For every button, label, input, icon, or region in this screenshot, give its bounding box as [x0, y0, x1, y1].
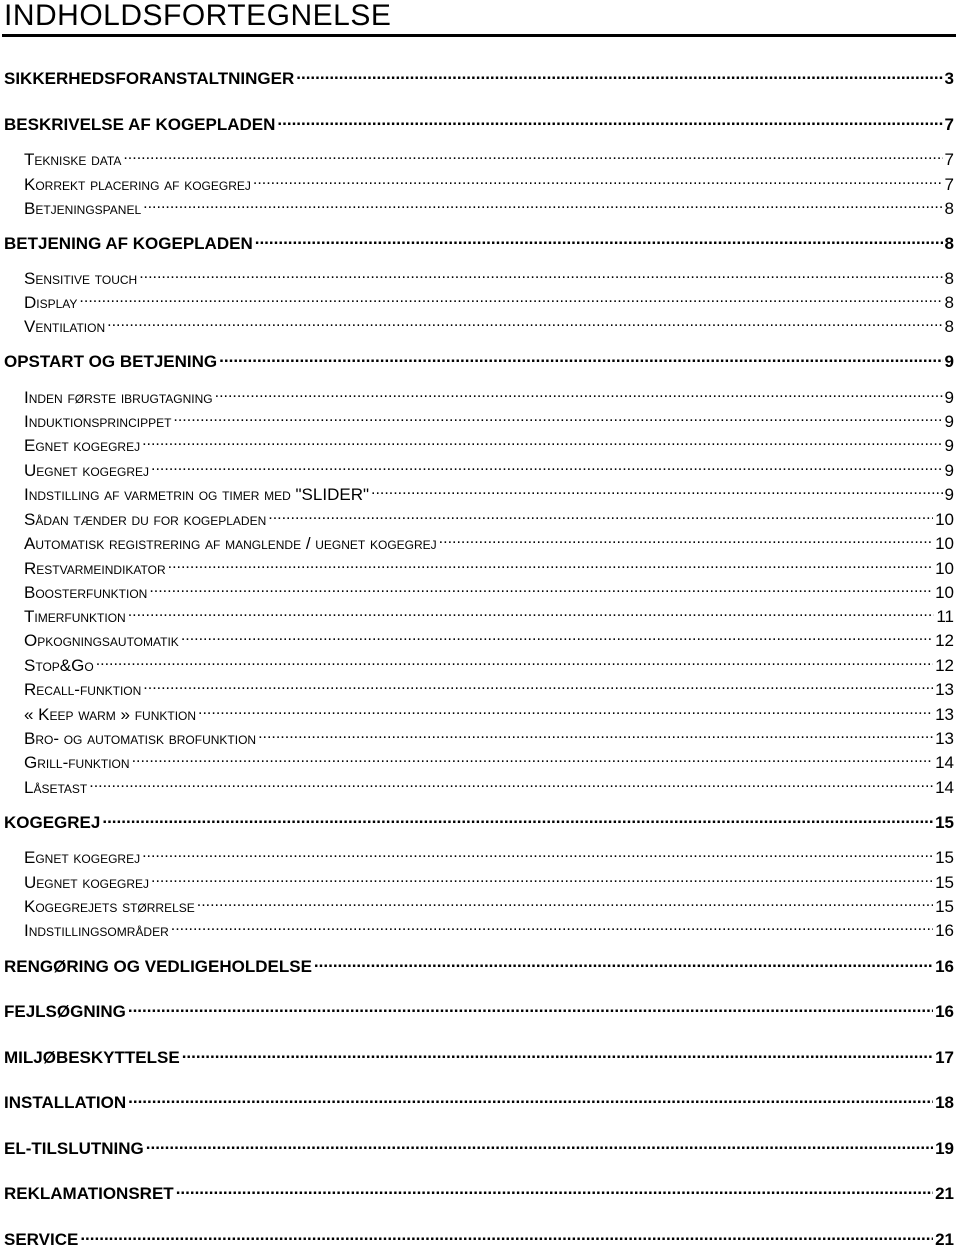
toc-section-entry[interactable]	[4, 1091, 954, 1113]
toc-page-number: 10	[935, 583, 954, 602]
toc-entry-label: Indstilling af varmetrin og timer med "SLIDER"	[24, 485, 369, 504]
toc-subsection-entry[interactable]	[24, 484, 954, 505]
toc-entry-label: Restvarmeindikator	[24, 559, 166, 578]
toc-entry-label: BESKRIVELSE AF KOGEPLADEN	[4, 115, 276, 134]
toc-entry-label: Låsetast	[24, 778, 88, 797]
toc-page-number: 15	[935, 813, 954, 832]
toc-subsection-entry[interactable]	[24, 460, 954, 481]
toc-subsection-entry[interactable]	[24, 558, 954, 579]
toc-section-entry[interactable]	[4, 955, 954, 977]
toc-page-number: 14	[935, 753, 954, 772]
toc-entry-label: Recall-funktion	[24, 680, 142, 699]
toc-page-number: 3	[944, 69, 954, 88]
toc-page-number: 16	[935, 921, 954, 940]
toc-page-number: 9	[944, 485, 954, 504]
toc-entry-label: INSTALLATION	[4, 1093, 127, 1112]
toc-entry-label: Induktionsprincippet	[24, 412, 172, 431]
toc-page-number: 9	[944, 412, 954, 431]
toc-dot-leader	[258, 728, 933, 744]
toc-entry-label: Stop&Go	[24, 656, 94, 675]
toc-page-number: 9	[944, 461, 954, 480]
toc-page-number: 8	[944, 317, 954, 336]
toc-subsection-entry[interactable]	[24, 149, 954, 170]
toc-entry-label: Tekniske data	[24, 150, 122, 169]
toc-entry-label: SERVICE	[4, 1230, 79, 1249]
toc-section-entry[interactable]	[4, 1137, 954, 1159]
toc-subsection-entry[interactable]	[24, 292, 954, 313]
toc-dot-leader	[96, 655, 933, 671]
toc-entry-label: REKLAMATIONSRET	[4, 1184, 174, 1203]
toc-dot-leader	[371, 484, 943, 500]
toc-dot-leader	[142, 847, 933, 863]
toc-page-number: 9	[944, 436, 954, 455]
toc-entry-label: Display	[24, 293, 78, 312]
toc-subsection-entry[interactable]	[24, 728, 954, 749]
toc-page-number: 12	[935, 656, 954, 675]
toc-entry-label: Kogegrejets størrelse	[24, 897, 195, 916]
toc-page-number: 13	[935, 705, 954, 724]
toc-section-entry[interactable]	[4, 1000, 954, 1022]
toc-dot-leader	[151, 872, 933, 888]
toc-entry-label: OPSTART OG BETJENING	[4, 352, 218, 371]
toc-dot-leader	[143, 198, 942, 214]
toc-entry-label: FEJLSØGNING	[4, 1002, 126, 1021]
toc-subsection-entry[interactable]	[24, 509, 954, 530]
toc-section-entry[interactable]	[4, 232, 954, 254]
toc-dot-leader	[219, 350, 942, 367]
toc-dot-leader	[139, 268, 942, 284]
toc-page-number: 9	[944, 388, 954, 407]
toc-dot-leader	[128, 606, 935, 622]
toc-subsection-entry[interactable]	[24, 533, 954, 554]
toc-dot-leader	[215, 387, 943, 403]
toc-page-number: 12	[935, 631, 954, 650]
toc-dot-leader	[176, 1182, 933, 1199]
toc-section-entry[interactable]	[4, 113, 954, 135]
toc-dot-leader	[198, 704, 933, 720]
toc-subsection-entry[interactable]	[24, 752, 954, 773]
toc-page-number: 8	[944, 234, 954, 253]
toc-page-number: 16	[935, 957, 954, 976]
toc-subsection-entry[interactable]	[24, 174, 954, 195]
toc-page-number: 10	[935, 510, 954, 529]
toc-entry-label: Uegnet kogegrej	[24, 461, 150, 480]
toc-entry-label: EL-TILSLUTNING	[4, 1139, 144, 1158]
toc-subsection-entry[interactable]	[24, 847, 954, 868]
toc-dot-leader	[132, 752, 934, 768]
toc-dot-leader	[128, 1000, 933, 1017]
toc-entry-label: Boosterfunktion	[24, 583, 148, 602]
toc-entry-label: Automatisk registrering af manglende / uegnet kogegrej	[24, 534, 437, 553]
toc-page-number: 17	[935, 1048, 954, 1067]
toc-page-number: 16	[935, 1002, 954, 1021]
toc-entry-label: Sådan tænder du for kogepladen	[24, 510, 267, 529]
toc-dot-leader	[151, 460, 943, 476]
toc-entry-label: Korrekt placering af kogegrej	[24, 175, 251, 194]
toc-entry-label: Opkogningsautomatik	[24, 631, 179, 650]
toc-entry-label: KOGEGREJ	[4, 813, 101, 832]
toc-subsection-entry[interactable]	[24, 411, 954, 432]
toc-entry-label: Bro- og automatisk brofunktion	[24, 729, 257, 748]
toc-dot-leader	[89, 777, 933, 793]
toc-page-number: 8	[944, 199, 954, 218]
toc-subsection-entry[interactable]	[24, 896, 954, 917]
toc-subsection-entry[interactable]	[24, 704, 954, 725]
toc-page-number: 14	[935, 778, 954, 797]
toc-page-number: 7	[944, 115, 954, 134]
toc-entry-label: Timerfunktion	[24, 607, 126, 626]
toc-entry-label: BETJENING AF KOGEPLADEN	[4, 234, 253, 253]
toc-page-number: 15	[935, 848, 954, 867]
toc-subsection-entry[interactable]	[24, 387, 954, 408]
toc-page-number: 10	[935, 534, 954, 553]
toc-page-number: 19	[935, 1139, 954, 1158]
toc-page-number: 9	[944, 352, 954, 371]
toc-dot-leader	[314, 955, 933, 972]
toc-dot-leader	[253, 174, 943, 190]
toc-subsection-entry[interactable]	[24, 777, 954, 798]
toc-page-number: 13	[935, 729, 954, 748]
toc-dot-leader	[439, 533, 933, 549]
toc-dot-leader	[80, 1228, 933, 1245]
toc-subsection-entry[interactable]	[24, 655, 954, 676]
toc-section-entry[interactable]	[4, 67, 954, 89]
toc-dot-leader	[268, 509, 933, 525]
toc-dot-leader	[197, 896, 933, 912]
toc-entry-label: Sensitive touch	[24, 269, 138, 288]
toc-entry-label: Betjeningspanel	[24, 199, 142, 218]
toc-dot-leader	[128, 1091, 933, 1108]
toc-dot-leader	[277, 113, 942, 130]
toc-page-number: 21	[935, 1184, 954, 1203]
toc-page-number: 10	[935, 559, 954, 578]
toc-entry-label: Indstillingsområder	[24, 921, 169, 940]
toc-dot-leader	[143, 679, 933, 695]
toc-dot-leader	[173, 411, 942, 427]
toc-subsection-entry[interactable]	[24, 630, 954, 651]
toc-subsection-entry[interactable]	[24, 435, 954, 456]
toc-page-number: 15	[935, 873, 954, 892]
toc-page-number: 8	[944, 269, 954, 288]
toc-page-number: 18	[935, 1093, 954, 1112]
toc-dot-leader	[168, 558, 933, 574]
toc-subsection-entry[interactable]	[24, 198, 954, 219]
toc-dot-leader	[171, 920, 933, 936]
page-title: INDHOLDSFORTEGNELSE	[4, 0, 392, 32]
toc-entry-label: MILJØBESKYTTELSE	[4, 1048, 180, 1067]
toc-entry-label: Ventilation	[24, 317, 106, 336]
toc-dot-leader	[142, 435, 942, 451]
toc-page-number: 7	[944, 175, 954, 194]
toc-page-number: 21	[935, 1230, 954, 1249]
toc-entry-label: Egnet kogegrej	[24, 848, 141, 867]
toc-dot-leader	[149, 582, 933, 598]
toc-page-number: 15	[935, 897, 954, 916]
toc-dot-leader	[102, 811, 933, 828]
toc-subsection-entry[interactable]	[24, 316, 954, 337]
toc-entry-label: Grill-funktion	[24, 753, 130, 772]
toc-entry-label: Inden første ibrugtagning	[24, 388, 213, 407]
toc-section-entry[interactable]	[4, 1046, 954, 1068]
toc-page-number: 8	[944, 293, 954, 312]
toc-dot-leader	[79, 292, 942, 308]
toc-page-number: 11	[936, 607, 954, 626]
toc-entry-label: Uegnet kogegrej	[24, 873, 150, 892]
toc-dot-leader	[181, 630, 933, 646]
toc-entry-label: RENGØRING OG VEDLIGEHOLDELSE	[4, 957, 312, 976]
toc-subsection-entry[interactable]	[24, 872, 954, 893]
toc-subsection-entry[interactable]	[24, 920, 954, 941]
toc-subsection-entry[interactable]	[24, 268, 954, 289]
toc-page-number: 7	[944, 150, 954, 169]
toc-section-entry[interactable]	[4, 811, 954, 833]
toc-section-entry[interactable]	[4, 350, 954, 372]
toc-dot-leader	[146, 1137, 933, 1154]
toc-subsection-entry[interactable]	[24, 582, 954, 603]
toc-entry-label: Egnet kogegrej	[24, 436, 141, 455]
toc-entry-label: « Keep warm » funktion	[24, 705, 197, 724]
toc-dot-leader	[255, 232, 943, 249]
toc-subsection-entry[interactable]	[24, 679, 954, 700]
toc-section-entry[interactable]	[4, 1228, 954, 1250]
toc-dot-leader	[123, 149, 942, 165]
toc-section-entry[interactable]	[4, 1182, 954, 1204]
toc-dot-leader	[107, 316, 942, 332]
toc-entry-label: SIKKERHEDSFORANSTALTNINGER	[4, 69, 295, 88]
toc-page-number: 13	[935, 680, 954, 699]
toc-dot-leader	[182, 1046, 933, 1063]
toc-dot-leader	[296, 67, 942, 84]
toc-subsection-entry[interactable]	[24, 606, 954, 627]
